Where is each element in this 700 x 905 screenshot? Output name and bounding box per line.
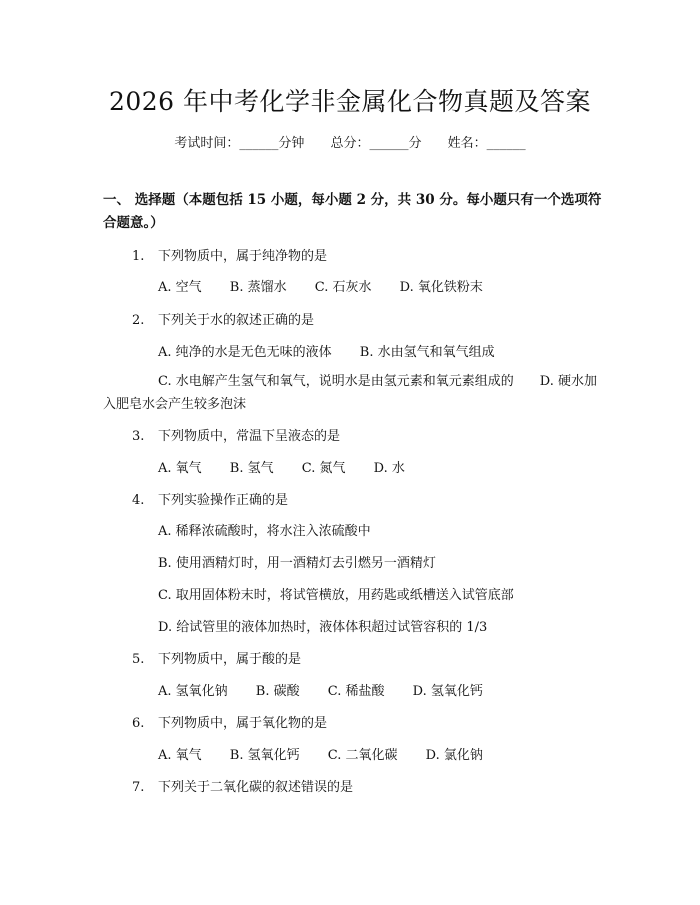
option-a: A. 空气 — [158, 280, 202, 295]
option-c: C. 稀盐酸 — [327, 684, 385, 699]
question-number: 5. — [132, 652, 145, 667]
question-2-options-cd: C. 水电解产生氢气和氧气，说明水是由氢元素和氧元素组成的 D. 硬水加入肥皂水会产生较多泡沫 — [103, 374, 597, 412]
student-name-field: 姓名：______ — [447, 136, 526, 151]
option-d: D. 水 — [373, 461, 405, 476]
question-4-option-b: B. 使用酒精灯时，用一酒精灯去引燃另一酒精灯 — [158, 556, 436, 571]
question-7 — [132, 776, 353, 795]
question-text: 下列物质中，属于氧化物的是 — [158, 716, 328, 731]
option-c: C. 石灰水 — [314, 280, 372, 295]
option-d: D. 氢氧化钙 — [412, 684, 483, 699]
question-text: 下列实验操作正确的是 — [158, 493, 289, 508]
option-c: C. 二氧化碳 — [327, 748, 398, 763]
question-text: 下列物质中，属于纯净物的是 — [158, 249, 328, 264]
option-b: B. 水由氢气和氧气组成 — [359, 345, 495, 360]
option-a: A. 氧气 — [158, 748, 202, 763]
option-b: B. 碳酸 — [255, 684, 300, 699]
question-1 — [132, 245, 327, 264]
option-a: A. 氢氧化钠 — [158, 684, 228, 699]
question-1-options — [158, 276, 507, 295]
question-number: 2. — [132, 313, 145, 328]
option-a: A. 氧气 — [158, 461, 202, 476]
question-4 — [132, 489, 288, 508]
question-4-option-d: D. 给试管里的液体加热时，液体体积超过试管容积的 1/3 — [158, 620, 488, 635]
option-b: B. 蒸馏水 — [229, 280, 287, 295]
question-5 — [132, 648, 301, 667]
option-c: C. 氮气 — [301, 461, 346, 476]
option-b: B. 氢气 — [229, 461, 274, 476]
question-number: 4. — [132, 493, 145, 508]
option-b: B. 氢氧化钙 — [229, 748, 300, 763]
question-text: 下列关于水的叙述正确的是 — [158, 313, 315, 328]
question-number: 3. — [132, 429, 145, 444]
question-number: 1. — [132, 249, 145, 264]
question-text: 下列物质中，常温下呈液态的是 — [158, 429, 341, 444]
page-title: 2026 年中考化学非金属化合物真题及答案 — [108, 87, 592, 116]
question-6-options — [158, 744, 507, 763]
question-number: 6. — [132, 716, 145, 731]
section-heading: 一、 选择题（本题包括 15 小题，每小题 2 分，共 30 分。每小题只有一个选项符合题意。） — [103, 192, 602, 231]
question-2 — [132, 309, 314, 328]
question-text: 下列物质中，属于酸的是 — [158, 652, 302, 667]
total-score-field: 总分：______分 — [330, 136, 422, 151]
exam-time-field: 考试时间：______分钟 — [174, 136, 305, 151]
option-a: A. 纯净的水是无色无味的液体 — [158, 345, 332, 360]
question-2-options — [158, 341, 519, 360]
option-d: D. 氯化钠 — [425, 748, 483, 763]
question-text: 下列关于二氧化碳的叙述错误的是 — [158, 780, 354, 795]
exam-meta — [0, 132, 700, 151]
question-5-options — [158, 680, 507, 699]
option-d: D. 氧化铁粉末 — [399, 280, 483, 295]
question-4-option-c: C. 取用固体粉末时，将试管横放，用药匙或纸槽送入试管底部 — [158, 588, 514, 603]
question-3-options — [158, 457, 429, 476]
question-3 — [132, 425, 340, 444]
question-6 — [132, 712, 327, 731]
question-4-option-a: A. 稀释浓硫酸时，将水注入浓硫酸中 — [158, 524, 371, 539]
question-number: 7. — [132, 780, 145, 795]
